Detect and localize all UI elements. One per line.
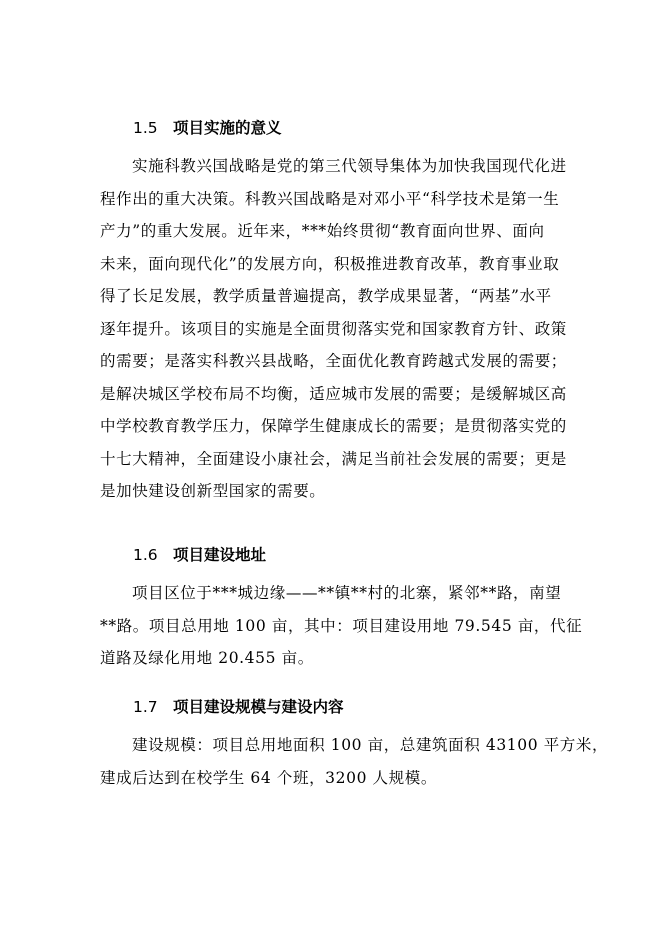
section-number: 1.5: [133, 119, 158, 137]
paragraph-line: 实施科教兴国战略是党的第三代领导集体为加快我国现代化进: [132, 157, 567, 175]
paragraph-line: 产力”的重大发展。近年来，***始终贯彻“教育面向世界、面向: [100, 222, 545, 240]
section-heading-1-6: [133, 543, 266, 565]
paragraph-line: 十七大精神，全面建设小康社会，满足当前社会发展的需要；更是: [100, 449, 567, 468]
paragraph-line: 是解决城区学校布局不均衡，适应城市发展的需要；是缓解城区高: [100, 384, 567, 403]
section-number: 1.6: [133, 546, 158, 564]
paragraph-line: 建成后达到在校学生 64 个班，3200 人规模。: [100, 768, 437, 787]
paragraph-line: 项目区位于***城边缘——**镇**村的北寨，紧邻**路，南望: [132, 584, 562, 602]
section-paragraph-1-6: [100, 577, 583, 675]
paragraph-line: 未来，面向现代化”的发展方向，积极推进教育改革，教育事业取: [100, 254, 560, 273]
paragraph-line: 逐年提升。该项目的实施是全面贯彻落实党和国家教育方针、政策: [100, 319, 567, 338]
section-title: 项目建设规模与建设内容: [173, 698, 344, 716]
paragraph-line: **路。项目总用地 100 亩，其中：项目建设用地 79.545 亩，代征: [100, 616, 583, 635]
section-paragraph-1-7: [100, 729, 609, 794]
paragraph-line: 道路及绿化用地 20.455 亩。: [100, 649, 314, 667]
section-paragraph-1-5: [100, 150, 580, 508]
paragraph-line: 是加快建设创新型国家的需要。: [100, 482, 326, 500]
section-title: 项目实施的意义: [173, 119, 282, 137]
paragraph-line: 得了长足发展，教学质量普遍提高，教学成果显著，“两基”水平: [100, 287, 552, 305]
paragraph-line: 程作出的重大决策。科教兴国战略是对邓小平“科学技术是第一生: [100, 189, 560, 208]
section-title: 项目建设地址: [173, 546, 267, 564]
paragraph-line: 中学校教育教学压力，保障学生健康成长的需要；是贯彻落实党的: [100, 417, 567, 435]
paragraph-line: 的需要；是落实科教兴县战略，全面优化教育跨越式发展的需要；: [100, 352, 567, 370]
section-heading-1-5: [133, 116, 282, 138]
section-heading-1-7: [133, 695, 344, 717]
paragraph-line: 建设规模：项目总用地面积 100 亩，总建筑面积 43100 平方米，: [132, 736, 609, 754]
section-number: 1.7: [133, 698, 158, 716]
